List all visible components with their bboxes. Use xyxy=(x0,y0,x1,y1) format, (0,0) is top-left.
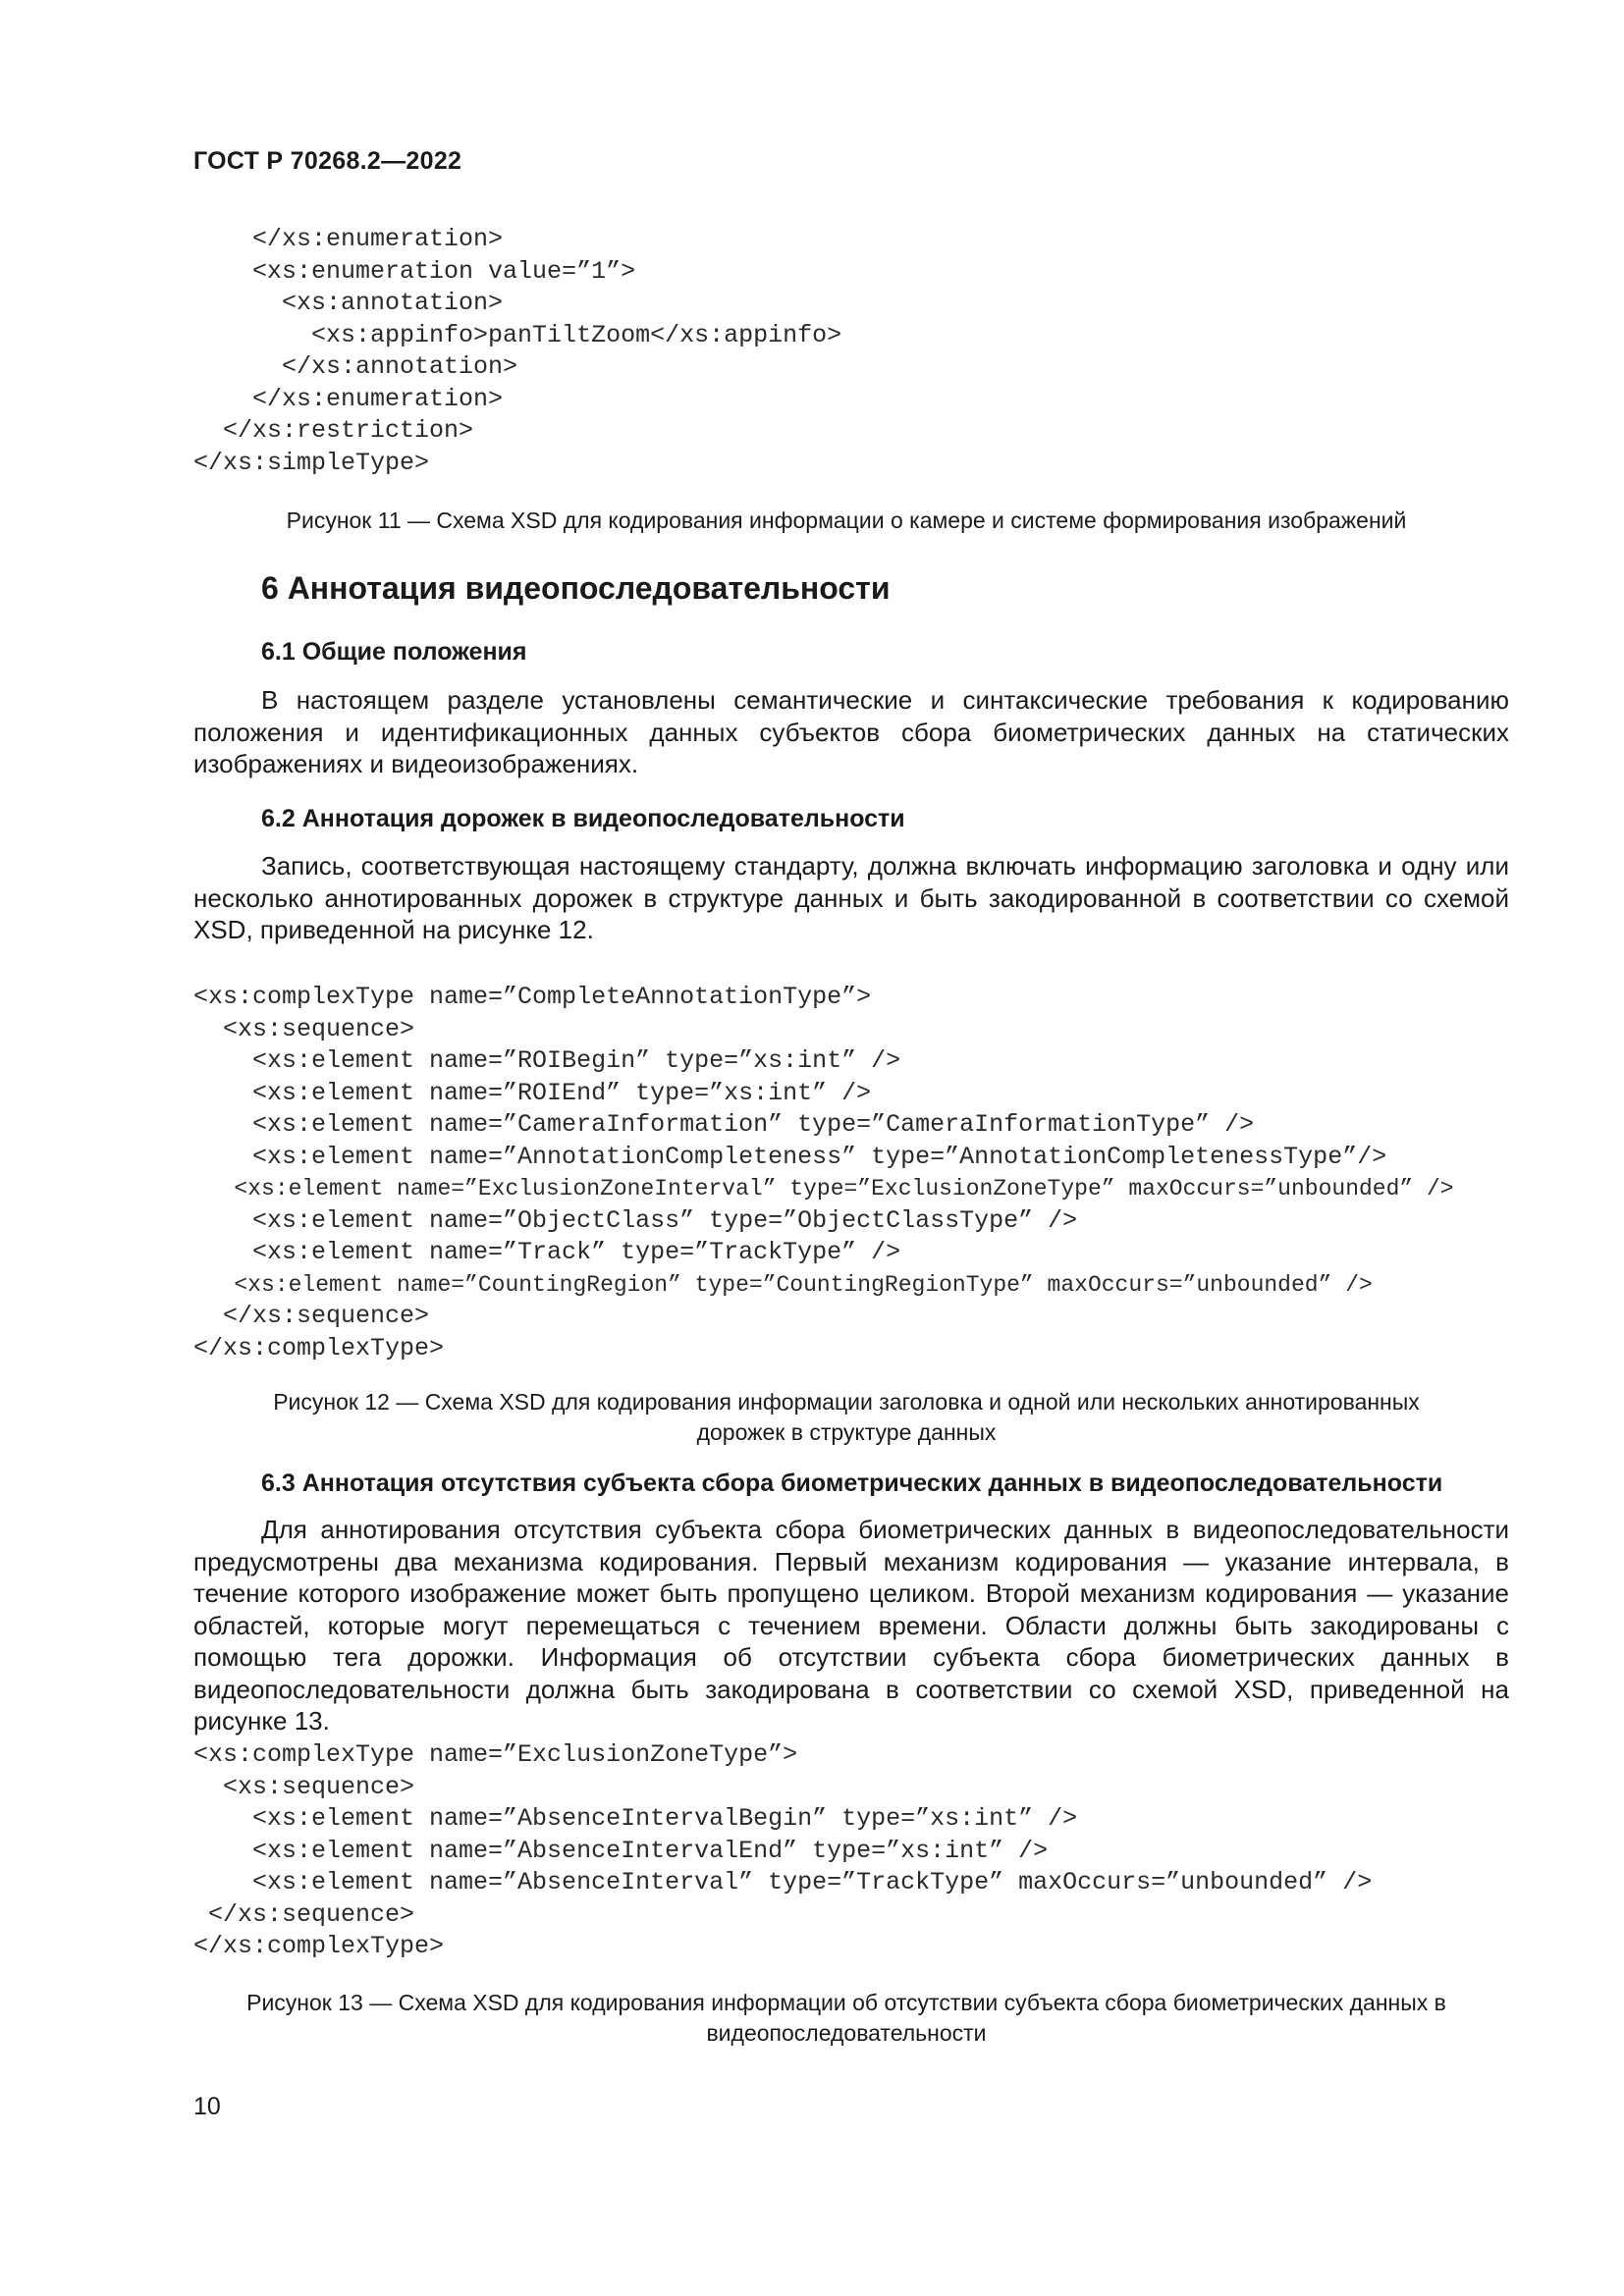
paragraph-6-2: Запись, соответствующая настоящему стандарту, должна включать информацию заголовка и одну или несколько аннотированных дорожек в структуре данных и быть закодированной в соответствии со схемой XSD, приведенной на рисунке 12. xyxy=(193,851,1509,944)
subsection-heading-6-2: 6.2 Аннотация дорожек в видеопоследовательности xyxy=(261,805,905,832)
code-line: <xs:enumeration value=”1”> xyxy=(193,256,636,286)
code-line: <xs:element name=”AbsenceInterval” type=”TrackType” maxOccurs=”unbounded” /> xyxy=(193,1868,1373,1896)
code-line: <xs:element name=”AnnotationCompleteness” type=”AnnotationCompletenessType”/> xyxy=(193,1142,1387,1171)
code-line: <xs:element name=”CameraInformation” type=”CameraInformationType” /> xyxy=(193,1110,1255,1139)
caption-line: Рисунок 12 — Схема XSD для кодирования информации заголовка и одной или нескольких аннотированных xyxy=(273,1389,1420,1415)
code-line: <xs:appinfo>panTiltZoom</xs:appinfo> xyxy=(193,320,842,349)
code-line: <xs:sequence> xyxy=(193,1772,415,1801)
code-line: </xs:complexType> xyxy=(193,1932,445,1960)
code-line: <xs:complexType name=”ExclusionZoneType”> xyxy=(193,1740,798,1769)
section-heading-6: 6 Аннотация видеопоследовательности xyxy=(261,570,891,606)
code-line: </xs:complexType> xyxy=(193,1333,445,1362)
code-line: <xs:annotation> xyxy=(193,289,504,317)
paragraph-6-1: В настоящем разделе установлены семантические и синтаксические требования к кодированию положения и идентификационных данных субъектов сбора биометрических данных на статических изображениях и видеоизображениях. xyxy=(193,685,1509,778)
code-line: <xs:element name=”ROIBegin” type=”xs:int” /> xyxy=(193,1046,901,1075)
code-line: </xs:restriction> xyxy=(193,416,474,445)
subsection-heading-6-1: 6.1 Общие положения xyxy=(261,638,527,666)
caption-line: дорожек в структуре данных xyxy=(696,1419,997,1445)
caption-line: видеопоследовательности xyxy=(706,2020,987,2046)
code-line: <xs:element name=”ExclusionZoneInterval” type=”ExclusionZoneType” maxOccurs=”unbounded” /> xyxy=(193,1176,1454,1201)
code-block-fig11 xyxy=(193,224,841,479)
code-line: <xs:complexType name=”CompleteAnnotationType”> xyxy=(193,983,872,1011)
figure-caption-12 xyxy=(193,1387,1499,1448)
code-line: <xs:element name=”CountingRegion” type=”CountingRegionType” maxOccurs=”unbounded” /> xyxy=(193,1271,1373,1298)
figure-caption-13 xyxy=(193,1988,1499,2049)
code-line: <xs:element name=”ObjectClass” type=”ObjectClassType” /> xyxy=(193,1205,1078,1235)
code-line: <xs:element name=”ROIEnd” type=”xs:int” /> xyxy=(193,1078,872,1107)
paragraph-6-3: Для аннотирования отсутствия субъекта сбора биометрических данных в видеопоследовательности предусмотрены два механизма кодирования. Первый механизм кодирования — указание интервала, в течение которого изображение может быть пропущено целиком. Второй механизм кодирования — указание областей, которые могут перемещаться с течением времени. Области должны быть закодированы с помощью тега дорожки. Информация об отсутствии субъекта сбора биометрических данных в видеопоследовательности должна быть закодирована в соответствии со схемой XSD, приведенной на рисунке 13. xyxy=(193,1515,1509,1735)
code-line: <xs:element name=”Track” type=”TrackType” /> xyxy=(193,1238,901,1266)
document-header: ГОСТ Р 70268.2—2022 xyxy=(193,147,462,175)
code-line: </xs:enumeration> xyxy=(193,384,504,413)
code-line: </xs:annotation> xyxy=(193,352,518,381)
code-line: </xs:sequence> xyxy=(193,1899,415,1929)
code-block-fig13 xyxy=(193,1739,1372,1963)
subsection-heading-6-3: 6.3 Аннотация отсутствия субъекта сбора биометрических данных в видеопоследовательности xyxy=(261,1469,1443,1497)
page-number: 10 xyxy=(193,2093,221,2120)
code-line: <xs:element name=”AbsenceIntervalBegin” type=”xs:int” /> xyxy=(193,1804,1078,1833)
caption-line: Рисунок 13 — Схема XSD для кодирования информации об отсутствии субъекта сбора биометрических данных в xyxy=(246,1990,1446,2015)
code-line: </xs:enumeration> xyxy=(193,225,504,253)
code-line: <xs:sequence> xyxy=(193,1014,415,1043)
code-line: </xs:sequence> xyxy=(193,1302,430,1330)
code-line: <xs:element name=”AbsenceIntervalEnd” type=”xs:int” /> xyxy=(193,1836,1049,1865)
code-block-fig12 xyxy=(193,982,1454,1364)
code-line: </xs:simpleType> xyxy=(193,448,430,477)
figure-caption-11: Рисунок 11 — Схема XSD для кодирования информации о камере и системе формирования изображений xyxy=(286,507,1407,533)
